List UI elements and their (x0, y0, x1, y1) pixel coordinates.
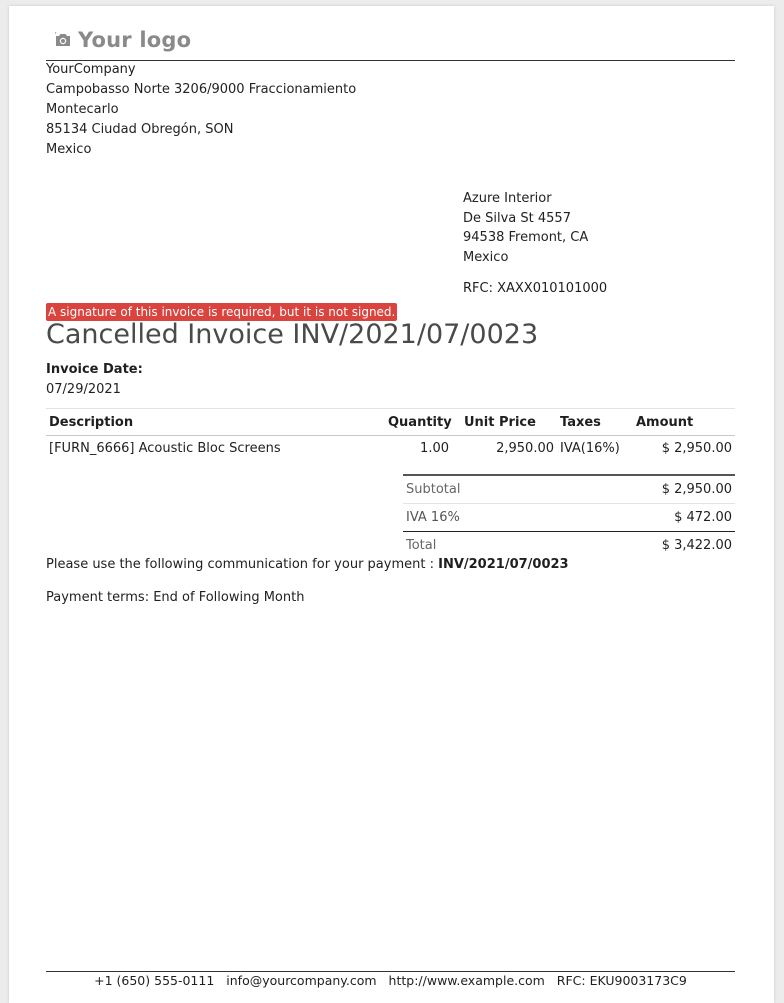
header-quantity: Quantity (385, 409, 461, 436)
subtotal-label: Subtotal (403, 475, 550, 504)
total-row (403, 532, 735, 560)
line-description: [FURN_6666] Acoustic Bloc Screens (49, 441, 281, 456)
company-street: Campobasso Norte 3206/9000 Fraccionamiento (46, 82, 357, 97)
company-name: YourCompany (46, 62, 136, 77)
invoice-date-label: Invoice Date: (46, 362, 143, 377)
line-quantity: 1.00 (420, 441, 449, 456)
tax-value: $ 472.00 (550, 504, 735, 532)
company-city: 85134 Ciudad Obregón, SON (46, 122, 234, 137)
footer-rfc: RFC: EKU9003173C9 (556, 973, 687, 988)
partner-country: Mexico (463, 250, 509, 266)
totals-table (403, 474, 735, 559)
invoice-page (9, 6, 774, 1003)
table-header-row (46, 409, 735, 436)
invoice-date-value: 07/29/2021 (46, 382, 121, 397)
total-value: $ 3,422.00 (550, 532, 735, 560)
company-logo (54, 28, 191, 52)
company-country: Mexico (46, 142, 92, 157)
line-unit-price: 2,950.00 (496, 441, 554, 456)
partner-name: Azure Interior (463, 191, 552, 206)
header-unit-price: Unit Price (461, 409, 557, 436)
partner-rfc: RFC: XAXX010101000 (463, 281, 608, 296)
line-amount: $ 2,950.00 (661, 441, 732, 456)
tax-row (403, 504, 735, 532)
company-street2: Montecarlo (46, 102, 119, 117)
tax-label: IVA 16% (403, 504, 550, 532)
partner-street: De Silva St 4557 (463, 210, 571, 226)
header-description: Description (46, 409, 385, 436)
footer (46, 973, 735, 988)
footer-website: http://www.example.com (388, 973, 545, 988)
company-address (46, 60, 356, 160)
invoice-title: Cancelled Invoice INV/2021/07/0023 (46, 319, 539, 350)
footer-divider (46, 971, 735, 972)
subtotal-row (403, 475, 735, 504)
footer-phone: +1 (650) 555-0111 (94, 973, 215, 988)
table-row (46, 436, 735, 465)
signature-warning-badge: A signature of this invoice is required, but it is not signed. (48, 305, 396, 319)
payment-communication (46, 557, 569, 572)
camera-icon (54, 32, 78, 48)
header-taxes: Taxes (557, 409, 633, 436)
header-amount: Amount (633, 409, 735, 436)
subtotal-value: $ 2,950.00 (550, 475, 735, 504)
communication-text: Please use the following communication for your payment : (46, 557, 439, 572)
communication-reference: INV/2021/07/0023 (438, 557, 569, 572)
logo-text: Your logo (78, 28, 192, 52)
invoice-lines-table (46, 408, 735, 464)
footer-email: info@yourcompany.com (226, 973, 377, 988)
partner-city: 94538 Fremont, CA (463, 230, 589, 246)
total-label: Total (403, 532, 550, 560)
partner-address (463, 189, 588, 268)
payment-terms: Payment terms: End of Following Month (46, 590, 305, 605)
line-taxes: IVA(16%) (560, 441, 620, 456)
